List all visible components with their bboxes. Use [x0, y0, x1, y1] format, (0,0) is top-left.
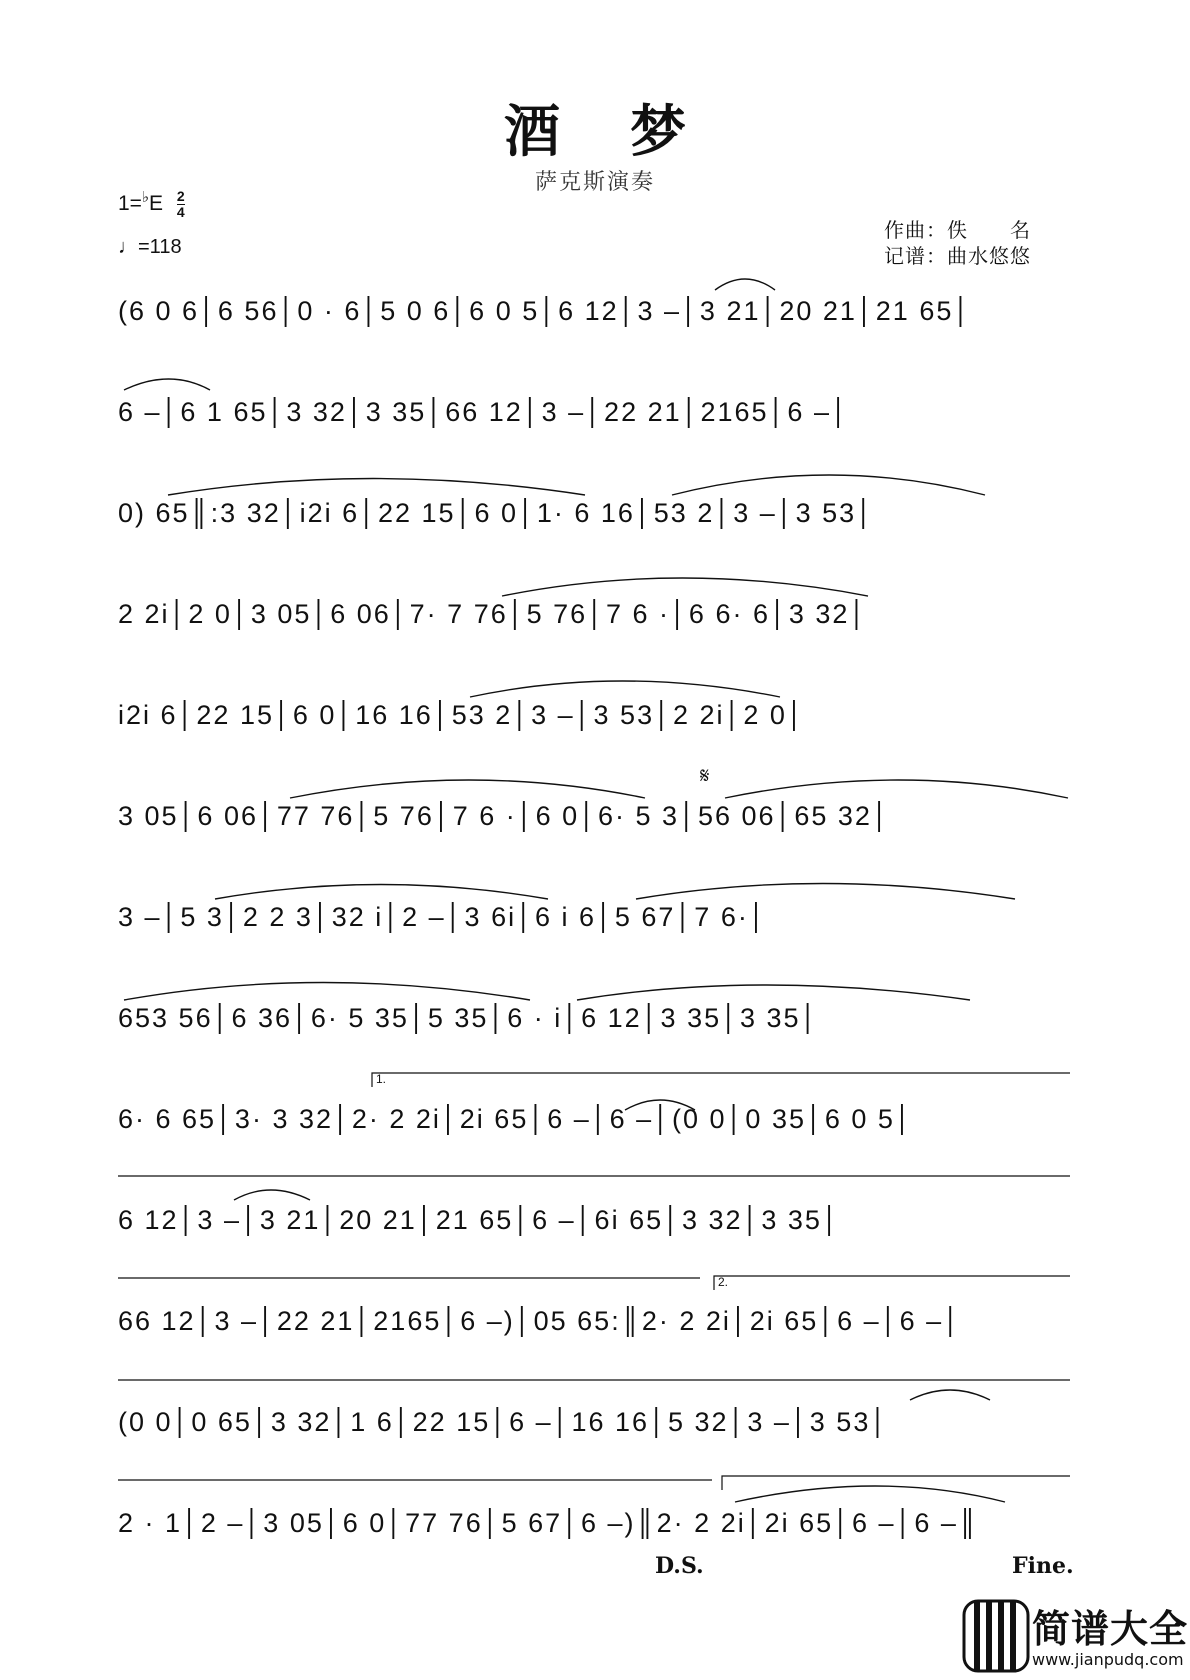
staff-row-8 — [118, 989, 1070, 1049]
notation-text: 2 2i│2 0│3 05│6 06│7· 7 76│5 76│7 6 ·│6 6· 6│3 32│ — [118, 599, 869, 629]
notation-text: 6· 6 65│3· 3 32│2· 2 2i│2i 65│6 –│6 –│(0 0│0 35│6 0 5│ — [118, 1104, 914, 1134]
watermark-name: 简谱大全 — [1032, 1607, 1189, 1651]
staff-row-5 — [118, 686, 1070, 746]
tempo-value: =118 — [138, 236, 182, 258]
volta-bracket-1 — [372, 1073, 1070, 1087]
notation-text: 653 56│6 36│6· 5 35│5 35│6 · i│6 12│3 35│3 35│ — [118, 1003, 820, 1033]
composer-credit: 作曲：佚 名 — [884, 218, 1031, 242]
notation-text: 3 05│6 06│77 76│5 76│7 6 ·│6 0│6· 5 3│56 06│65 32│ — [118, 801, 891, 831]
staff-row-12 — [118, 1393, 1070, 1453]
time-signature: $\frac{2}{4}$ — [176, 187, 185, 220]
notation-text: 66 12│3 –│22 21│2165│6 –)│05 65:║2· 2 2i│2i 65│6 –│6 –│ — [118, 1306, 962, 1336]
key-label: 1= — [118, 192, 142, 215]
page-title: 酒梦 — [504, 99, 756, 165]
staff-row-4 — [118, 585, 1070, 645]
notation-text: 6 –│6 1 65│3 32│3 35│66 12│3 –│22 21│2165│6 –│ — [118, 397, 850, 427]
final-bracket — [722, 1476, 1070, 1490]
watermark-url: www.jianpudq.com — [1032, 1650, 1184, 1669]
segno-icon: 𝄋 — [700, 764, 710, 789]
key-note: E — [149, 192, 164, 215]
volta-bracket-2 — [714, 1276, 1070, 1290]
staff-row-6 — [118, 787, 1070, 847]
notation-text: i2i 6│22 15│6 0│16 16│53 2│3 –│3 53│2 2i│2 0│ — [118, 700, 806, 730]
volta-2-label: 2. — [718, 1275, 729, 1289]
key-signature — [118, 188, 185, 220]
notation-text: 2 · 1│2 –│3 05│6 0│77 76│5 67│6 –)║2· 2 2i│2i 65│6 –│6 –║ — [118, 1508, 980, 1538]
fine-mark: Fine. — [1012, 1553, 1074, 1579]
quarter-note-icon: ♩ — [118, 236, 138, 258]
notation-text: 0) 65║:3 32│i2i 6│22 15│6 0│1· 6 16│53 2│3 –│3 53│ — [118, 498, 876, 528]
page-subtitle: 萨克斯演奏 — [534, 170, 655, 195]
staff-row-7 — [118, 888, 1070, 948]
tempo-mark — [118, 236, 182, 259]
staff-row-1 — [118, 282, 1070, 342]
volta-1-label: 1. — [376, 1072, 387, 1086]
staff-row-10 — [118, 1191, 1070, 1251]
transcriber-credit: 记谱：曲水悠悠 — [884, 244, 1031, 268]
notation-text: (0 0│0 65│3 32│1 6│22 15│6 –│16 16│5 32│3 –│3 53│ — [118, 1407, 890, 1437]
staff-row-11 — [118, 1292, 1070, 1352]
staff-row-9 — [118, 1090, 1070, 1150]
key-flat: ♭ — [141, 189, 150, 206]
notation-text: 3 –│5 3│2 2 3│32 i│2 –│3 6i│6 i 6│5 67│7 6·│ — [118, 902, 768, 932]
da-segno-mark: D.S. — [655, 1553, 704, 1579]
staff-row-13 — [118, 1494, 1070, 1554]
notation-text: 6 12│3 –│3 21│20 21│21 65│6 –│6i 65│3 32│3 35│ — [118, 1205, 841, 1235]
notation-text: (6 0 6│6 56│0 · 6│5 0 6│6 0 5│6 12│3 –│3 21│20 21│21 65│ — [118, 296, 973, 326]
staff-row-2 — [118, 383, 1070, 443]
staff-row-3 — [118, 484, 1070, 544]
